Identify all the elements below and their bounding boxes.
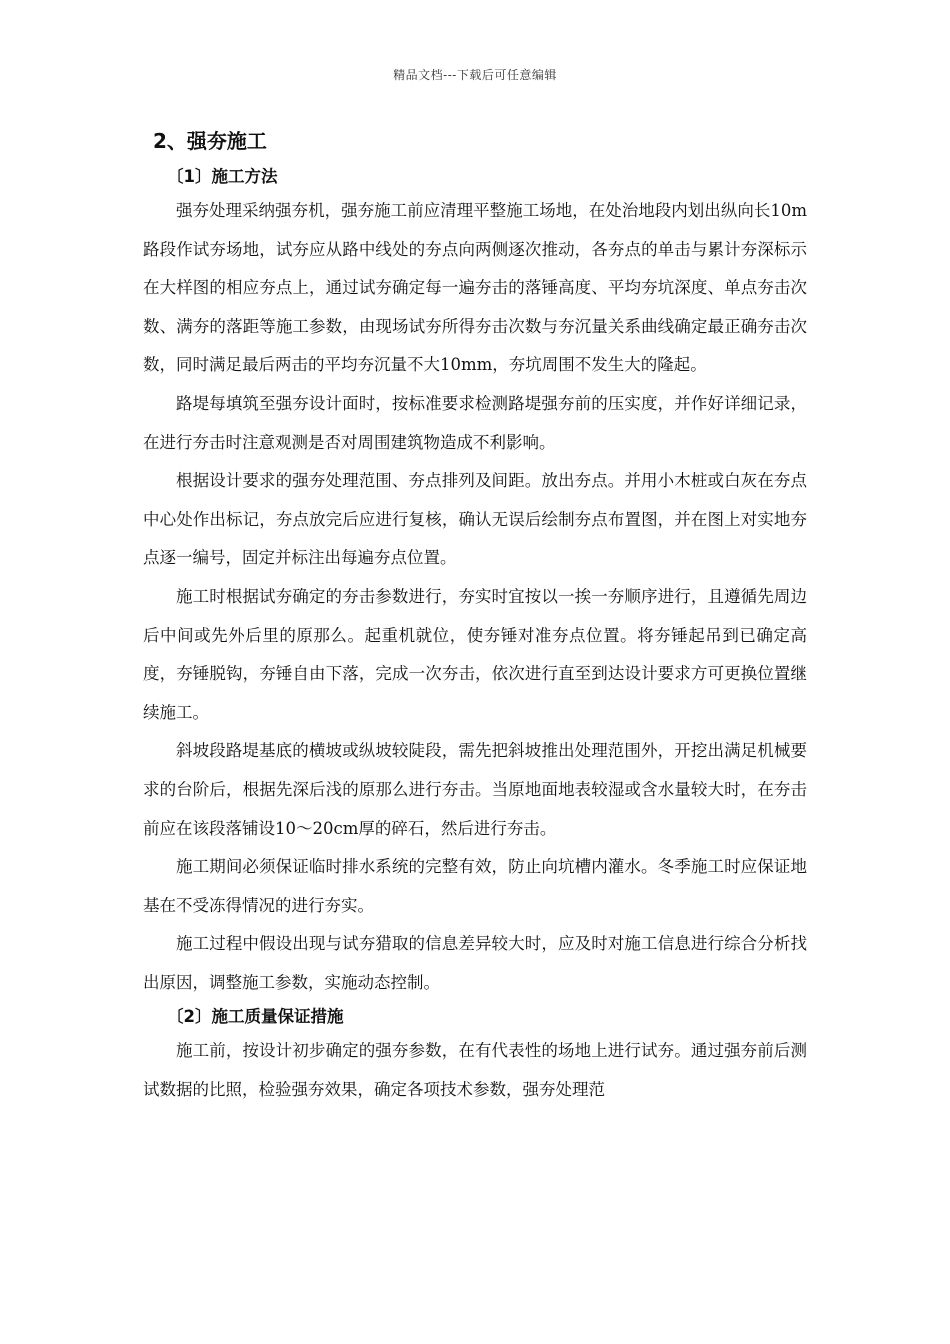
subsection-title-quality-assurance: 〔2〕施工质量保证措施 [167, 1007, 344, 1027]
paragraph: 施工期间必须保证临时排水系统的完整有效，防止向坑槽内灌水。冬季施工时应保证地基在不受冻得情况的进行夯实。 [143, 857, 807, 915]
document-body [143, 122, 807, 1110]
paragraph: 强夯处理采纳强夯机，强夯施工前应清理平整施工场地，在处治地段内划出纵向长10m路段作试夯场地，试夯应从路中线处的夯点向两侧逐次推动，各夯点的单击与累计夯深标示在大样图的相应夯点上，通过试夯确定每一遍夯击的落锤高度、平均夯坑深度、单点夯击次数、满夯的落距等施工参数，由现场试夯所得夯击次数与夯沉量关系曲线确定最正确夯击次数，同时满足最后两击的平均夯沉量不大10mm，夯坑周围不发生大的隆起。 [143, 201, 807, 375]
paragraph: 根据设计要求的强夯处理范围、夯点排列及间距。放出夯点。并用小木桩或白灰在夯点中心处作出标记，夯点放完后应进行复核，确认无误后绘制夯点布置图，并在图上对实地夯点逐一编号，固定并标注出每遍夯点位置。 [143, 471, 807, 568]
section-title: 2、强夯施工 [153, 129, 267, 153]
paragraph: 路堤每填筑至强夯设计面时，按标准要求检测路堤强夯前的压实度，并作好详细记录，在进行夯击时注意观测是否对周围建筑物造成不利影响。 [143, 393, 807, 452]
paragraph: 施工过程中假设出现与试夯猎取的信息差异较大时，应及时对施工信息进行综合分析找出原因，调整施工参数，实施动态控制。 [143, 934, 807, 992]
subsection-title-construction-method: 〔1〕施工方法 [167, 167, 278, 186]
paragraph: 施工时根据试夯确定的夯击参数进行，夯实时宜按以一挨一夯顺序进行，且遵循先周边后中间或先外后里的原那么。起重机就位，使夯锤对准夯点位置。将夯锤起吊到已确定高度，夯锤脱钩，夯锤自由下落，完成一次夯击，依次进行直至到达设计要求方可更换位置继续施工。 [143, 586, 807, 722]
paragraph: 施工前，按设计初步确定的强夯参数，在有代表性的场地上进行试夯。通过强夯前后测试数据的比照，检验强夯效果，确定各项技术参数，强夯处理范 [143, 1041, 807, 1100]
paragraph: 斜坡段路堤基底的横坡或纵坡较陡段，需先把斜坡推出处理范围外，开挖出满足机械要求的台阶后，根据先深后浅的原那么进行夯击。当原地面地表较湿或含水量较大时，在夯击前应在该段落铺设10～20cm厚的碎石，然后进行夯击。 [143, 741, 807, 838]
page-header: 精品文档---下载后可任意编辑 [393, 68, 557, 82]
